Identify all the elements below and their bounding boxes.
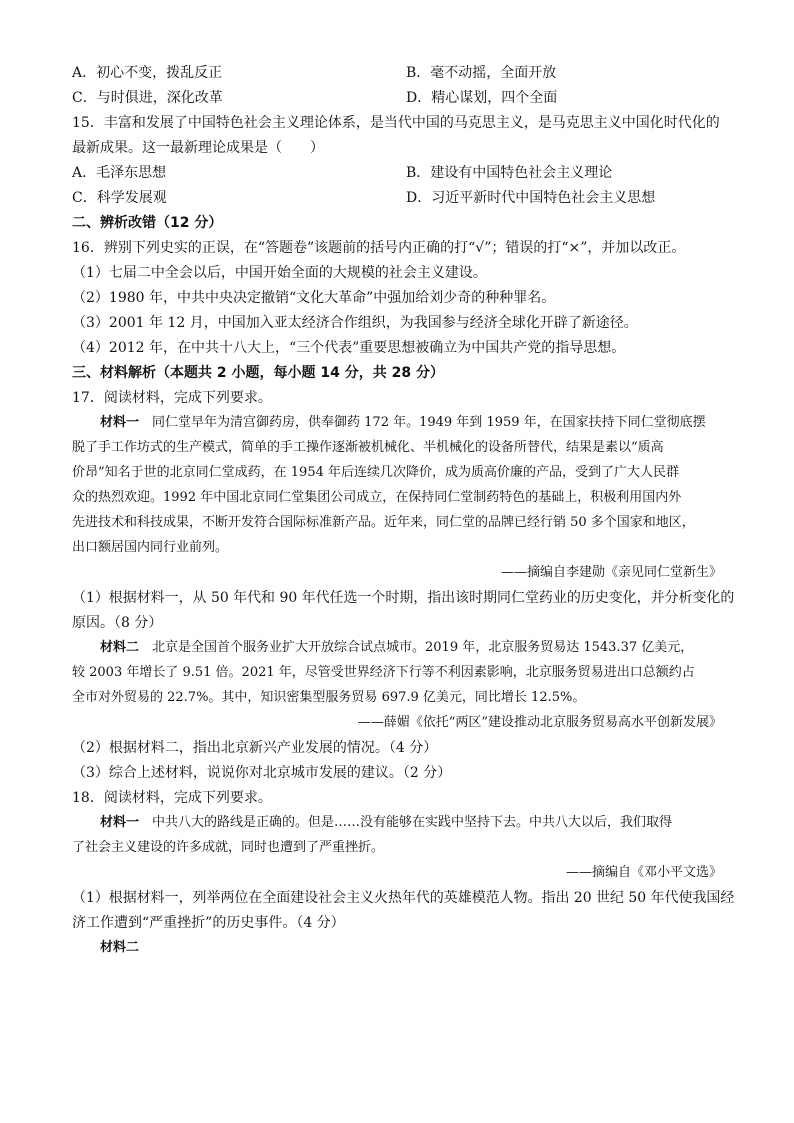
material-2-line-1: 北京是全国首个服务业扩大开放综合试点城市。2019 年，北京服务贸易达 1543.37 亿美元， <box>139 640 694 655</box>
q15-stem-line2: 最新成果。这一最新理论成果是（ ） <box>72 140 324 156</box>
q18-material-1-label: 材料一 <box>100 815 140 830</box>
q15-option-a: A．毛泽东思想 <box>72 165 167 181</box>
material-2-first-line <box>100 639 693 657</box>
q16-item-4: （4）2012 年，在中共十八大上，“三个代表”重要思想被确立为中国共产党的指导思想。 <box>72 340 626 356</box>
q14-option-a: A．初心不变，拨乱反正 <box>72 65 223 81</box>
q14-option-d: D．精心谋划，四个全面 <box>406 90 558 106</box>
material-2-label: 材料二 <box>100 640 140 655</box>
q15-option-b: B．建设有中国特色社会主义理论 <box>406 165 613 181</box>
q15-option-d: D．习近平新时代中国特色社会主义思想 <box>406 190 656 206</box>
q18-material-2-label: 材料二 <box>100 940 140 955</box>
q18-material-1-line-1: 中共八大的路线是正确的。但是……没有能够在实践中坚持下去。中共八大以后，我们取得 <box>139 815 673 830</box>
q17-3: （3）综合上述材料，说说你对北京城市发展的建议。（2 分） <box>72 765 452 781</box>
material-2-source: ——薛媚《依托“两区”建设推动北京服务贸易高水平创新发展》 <box>357 715 722 730</box>
material-1-line-2: 脱了手工作坊式的生产模式，简单的手工操作逐渐被机械化、半机械化的设备所替代，结果是素以“质高 <box>72 440 664 455</box>
q16-stem: 16．辨别下列史实的正误，在“答题卷”该题前的括号内正确的打“√”；错误的打“×”，并加以改正。 <box>72 240 686 256</box>
material-1-source: ——摘编自李建勋《亲见同仁堂新生》 <box>500 565 722 580</box>
material-1-first-line <box>100 414 706 432</box>
material-1-line-5: 先进技术和科技成果，不断开发符合国际标准新产品。近年来，同仁堂的品牌已经行销 50 多个国家和地区， <box>72 515 695 530</box>
q18-stem: 18．阅读材料，完成下列要求。 <box>72 790 272 806</box>
q17-2: （2）根据材料二，指出北京新兴产业发展的情况。（4 分） <box>72 740 438 756</box>
material-1-line-6: 出口额居国内同行业前列。 <box>72 540 229 555</box>
material-1-line-4: 众的热烈欢迎。1992 年中国北京同仁堂集团公司成立，在保持同仁堂制药特色的基础上，积极利用国内外 <box>72 490 682 505</box>
q15-option-c: C．科学发展观 <box>72 190 167 206</box>
q16-item-1: （1）七届二中全会以后，中国开始全面的大规模的社会主义建设。 <box>72 265 487 281</box>
section2-heading: 二、辨析改错（12 分） <box>72 215 223 231</box>
q18-material-1-first-line <box>100 814 672 832</box>
q16-item-3: （3）2001 年 12 月，中国加入亚太经济合作组织，为我国参与经济全球化开辟了新途径。 <box>72 315 638 331</box>
q15-stem-line1: 15．丰富和发展了中国特色社会主义理论体系，是当代中国的马克思主义，是马克思主义中国化时代化的 <box>72 115 720 131</box>
q16-item-2: （2）1980 年，中共中央决定撤销“文化大革命”中强加给刘少奇的种种罪名。 <box>72 290 556 306</box>
q14-option-b: B．毫不动摇，全面开放 <box>406 65 557 81</box>
section3-heading: 三、材料解析（本题共 2 小题，每小题 14 分，共 28 分） <box>72 365 444 381</box>
q17-stem: 17．阅读材料，完成下列要求。 <box>72 390 272 406</box>
q17-1-line2: 原因。（8 分） <box>72 615 163 631</box>
q14-option-c: C．与时俱进，深化改革 <box>72 90 223 106</box>
material-2-line-2: 较 2003 年增长了 9.51 倍。2021 年，尽管受世界经济下行等不利因素影响，北京服务贸易进出口总额约占 <box>72 665 695 680</box>
q18-1-line2: 济工作遭到“严重挫折”的历史事件。（4 分） <box>72 915 345 931</box>
q18-material-1-source: ——摘编自《邓小平文选》 <box>565 865 722 880</box>
q18-material-1-line-2: 了社会主义建设的许多成就，同时也遭到了严重挫折。 <box>72 840 385 855</box>
material-1-line-3: 价昂”知名于世的北京同仁堂成药，在 1954 年后连续几次降价，成为质高价廉的产品，受到了广大人民群 <box>72 465 679 480</box>
q17-1-line1: （1）根据材料一，从 50 年代和 90 年代任选一个时期，指出该时期同仁堂药业的历史变化，并分析变化的 <box>72 590 735 606</box>
material-2-line-3: 全市对外贸易的 22.7%。其中，知识密集型服务贸易 697.9 亿美元，同比增长 12.5%。 <box>72 690 586 705</box>
q18-1-line1: （1）根据材料一，列举两位在全面建设社会主义火热年代的英雄模范人物。指出 20 世纪 50 年代使我国经 <box>72 890 735 906</box>
material-1-line-1: 同仁堂早年为清宫御药房，供奉御药 172 年。1949 年到 1959 年，在国家扶持下同仁堂彻底摆 <box>139 415 706 430</box>
material-1-label: 材料一 <box>100 415 140 430</box>
